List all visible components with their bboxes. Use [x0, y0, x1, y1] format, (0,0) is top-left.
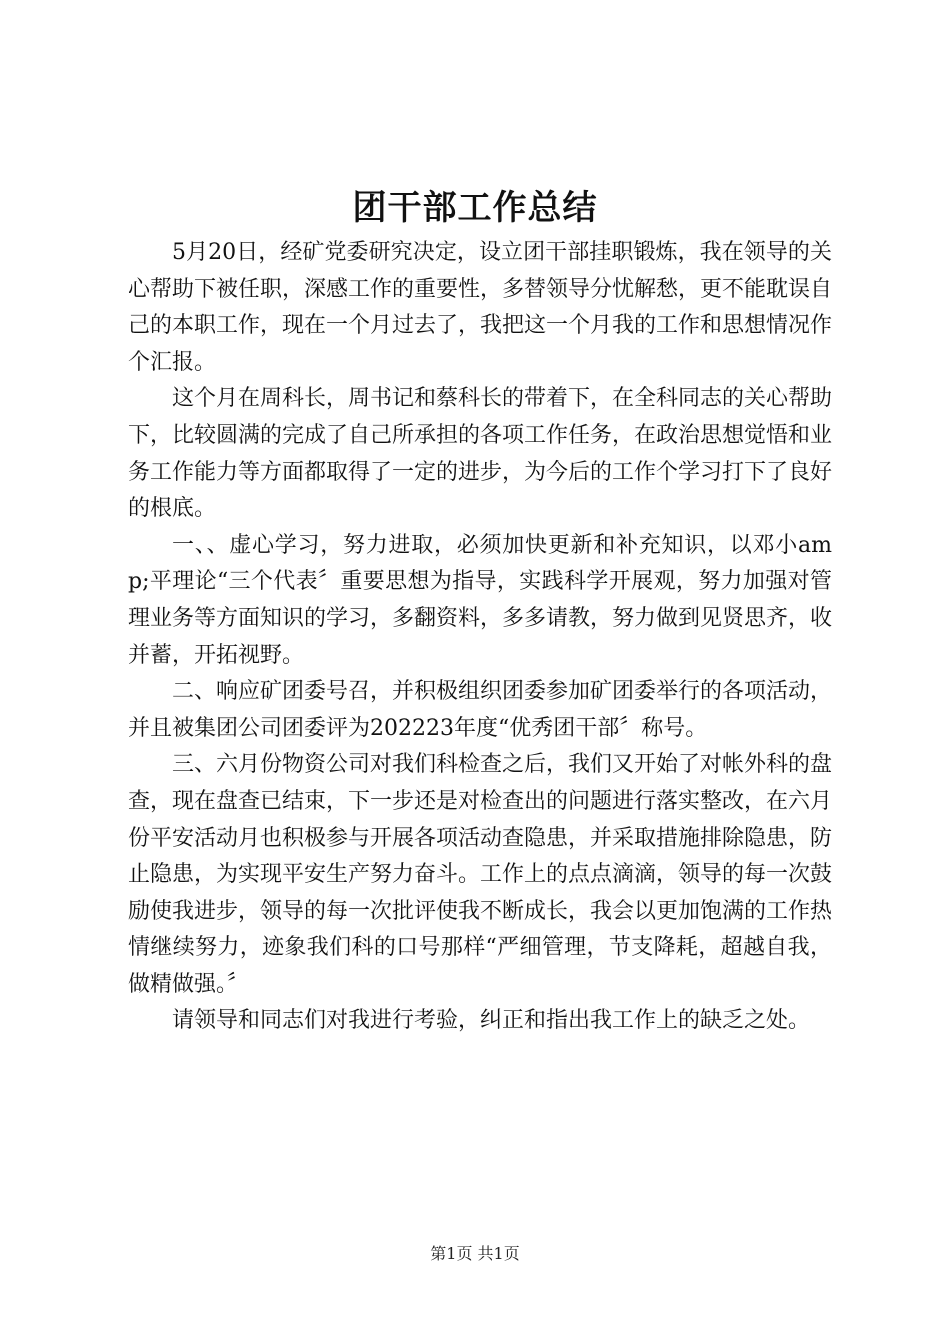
document-body [128, 235, 832, 1040]
page-footer: 第1页 共1页 [430, 1244, 520, 1263]
paragraph-2: 这个月在周科长，周书记和蔡科长的带着下，在全科同志的关心帮助下，比较圆满的完成了自己所承担的各项工作任务，在政治思想觉悟和业务工作能力等方面都取得了一定的进步，为今后的工作个学习打下了良好的根底。 [128, 386, 833, 522]
document-title: 团干部工作总结 [352, 188, 598, 228]
paragraph-5: 三、六月份物资公司对我们科检查之后，我们又开始了对帐外科的盘查，现在盘查已结束，下一步还是对检查出的问题进行落实整改，在六月份平安活动月也积极参与开展各项活动查隐患，并采取措施排除隐患，防止隐患，为实现平安生产努力奋斗。工作上的点点滴滴，领导的每一次鼓励使我进步，领导的每一次批评使我不断成长，我会以更加饱满的工作热情继续努力，迹象我们科的口号那样“严细管理，节支降耗，超越自我，做精做强。〞 [128, 752, 833, 997]
paragraph-1: 5月20日，经矿党委研究决定，设立团干部挂职锻炼，我在领导的关心帮助下被任职，深感工作的重要性，多替领导分忧解愁，更不能耽误自己的本职工作，现在一个月过去了，我把这一个月我的工作和思想情况作个汇报。 [128, 240, 833, 375]
paragraph-3: 一、、虚心学习，努力进取，必须加快更新和补充知识，以邓小amp;平理论“三个代表〞重要思想为指导，实践科学开展观，努力加强对管理业务等方面知识的学习，多翻资料，多多请教，努力做到见贤思齐，收并蓄，开拓视野。 [128, 532, 833, 668]
paragraph-4: 二、响应矿团委号召，并积极组织团委参加矿团委举行的各项活动，并且被集团公司团委评为202223年度“优秀团干部〞称号。 [128, 679, 833, 741]
paragraph-6: 请领导和同志们对我进行考验，纠正和指出我工作上的缺乏之处。 [172, 1008, 811, 1034]
